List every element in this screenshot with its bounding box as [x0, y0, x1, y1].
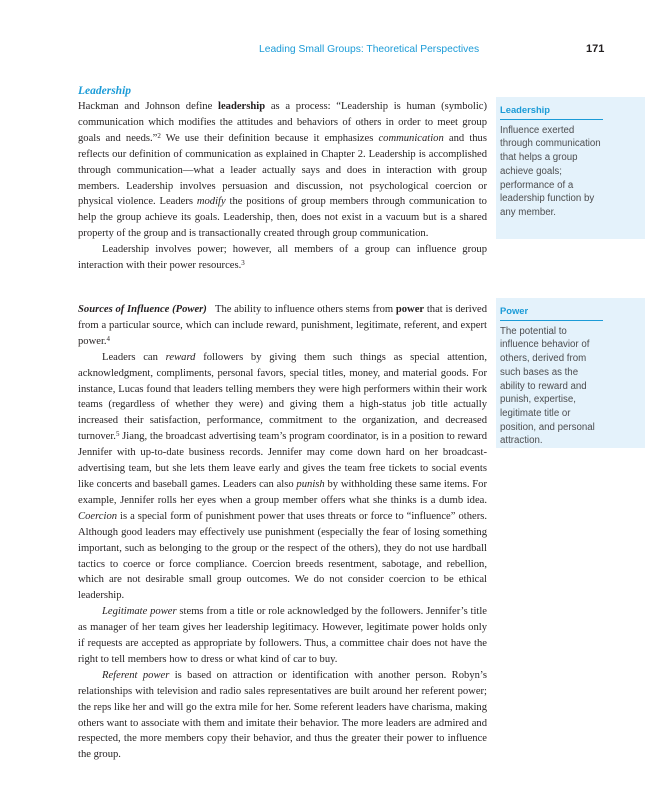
- paragraph: Referent power is based on attraction or identification with another person. Robyn’s relationships with television and radio sales representatives are built around her referent power; the reps like her and will go the extra mile for her. Some referent leaders have charisma, making others want to associate with them and imitate their behavior. The more leaders are admired and respected, the more members copy their behavior, and thus the greater their power to influence the group.: [78, 669, 487, 761]
- run-in-heading: Sources of Influence (Power): [78, 304, 207, 315]
- paragraph: Sources of Influence (Power) The ability to influence others stems from power that is derived from a particular source, which can include reward, punishment, legitimate, referent, and expert power.$^4$: [78, 304, 487, 347]
- paragraph: Leaders can reward followers by giving them such things as special attention, acknowledgment, compliments, personal favors, special titles, money, and material goods. For instance, Lucas found that leaders telling members they were high performers within their work teams (regardless of whether they were) and giving them a high-status job title actually increased their satisfaction, performance, commitment to the organization, and decreased turnover.$^5$ Jiang, the broadcast advertising team’s program coordinator, is in a position to reward Jennifer with up-to-date business records. Jennifer may come down hard on her broadcast-advertising team, but she lets them leave early and gives the team free tickets to social events like concerts and baseball games. Leaders can also punish by withholding these same items. For example, Jennifer rolls her eyes when a group member offers what she thinks is a dumb idea. Coercion is a special form of punishment power that uses threats or force to “influence” others. Although good leaders may effectively use punishment (especially the fear of losing something important, such as belonging to the group or the respect of the others), they do not use hardball tactics to coerce or force compliance. Coercion breeds resentment, sabotage, and rebellion, which are not desirable small group outcomes. We do not consider coercion to be ethical leadership.: [78, 351, 488, 602]
- glossary-term: Leadership: [500, 103, 603, 120]
- footnote-ref: 4: [106, 334, 111, 343]
- footnote-ref: 3: [241, 259, 245, 268]
- glossary-box-power: [496, 298, 645, 448]
- running-header-title: Leading Small Groups: Theoretical Perspectives: [259, 44, 480, 55]
- paragraph: Legitimate power stems from a title or role acknowledged by the followers. Jennifer’s title as manager of her team gives her leadership legitimacy. However, legitimate power holds only if requests are accepted as appropriate by followers. Thus, a committee chair does not have the right to tell members how to dress or what kind of car to buy.: [78, 606, 487, 665]
- key-term: power: [395, 304, 425, 315]
- glossary-box-leadership: [496, 97, 645, 239]
- paragraph: Hackman and Johnson define leadership as a process: “Leadership is human (symbolic) communication which modifies the attitudes and behaviors of others in order to meet group goals and needs.”$^2$ We use their definition because it emphasizes communication and thus reflects our definition of communication as explained in Chapter 2. Leadership is accomplished through communication—what a leader actually says and does in interaction with group members. Leadership involves persuasion and discussion, not psychological coercion or physical violence. Leaders modify the positions of group members through communication to help the group achieve its goals. Leadership, then, does not exist in a vacuum but is a shared property of the group and is transactionally created through group communication.: [78, 101, 487, 240]
- footnote-ref: 2: [157, 131, 161, 140]
- body-text-block-1: [78, 99, 487, 274]
- footnote-ref: 5: [115, 430, 120, 439]
- glossary-definition: The potential to influence behavior of others, derived from such bases as the ability to reward and punish, expertise, legitimate title or position, and personal attraction.: [500, 325, 595, 447]
- section-heading: Leadership: [78, 85, 132, 97]
- key-term: leadership: [218, 101, 266, 112]
- glossary-definition: Influence exerted through communication that helps a group achieve goals; performance of a leadership function by any member.: [500, 124, 601, 218]
- page-number: 171: [586, 43, 605, 55]
- glossary-term: Power: [500, 304, 603, 321]
- body-text-block-2: [78, 302, 487, 763]
- paragraph: Leadership involves power; however, all members of a group can influence group interaction with their power resources.$^3$: [78, 244, 487, 272]
